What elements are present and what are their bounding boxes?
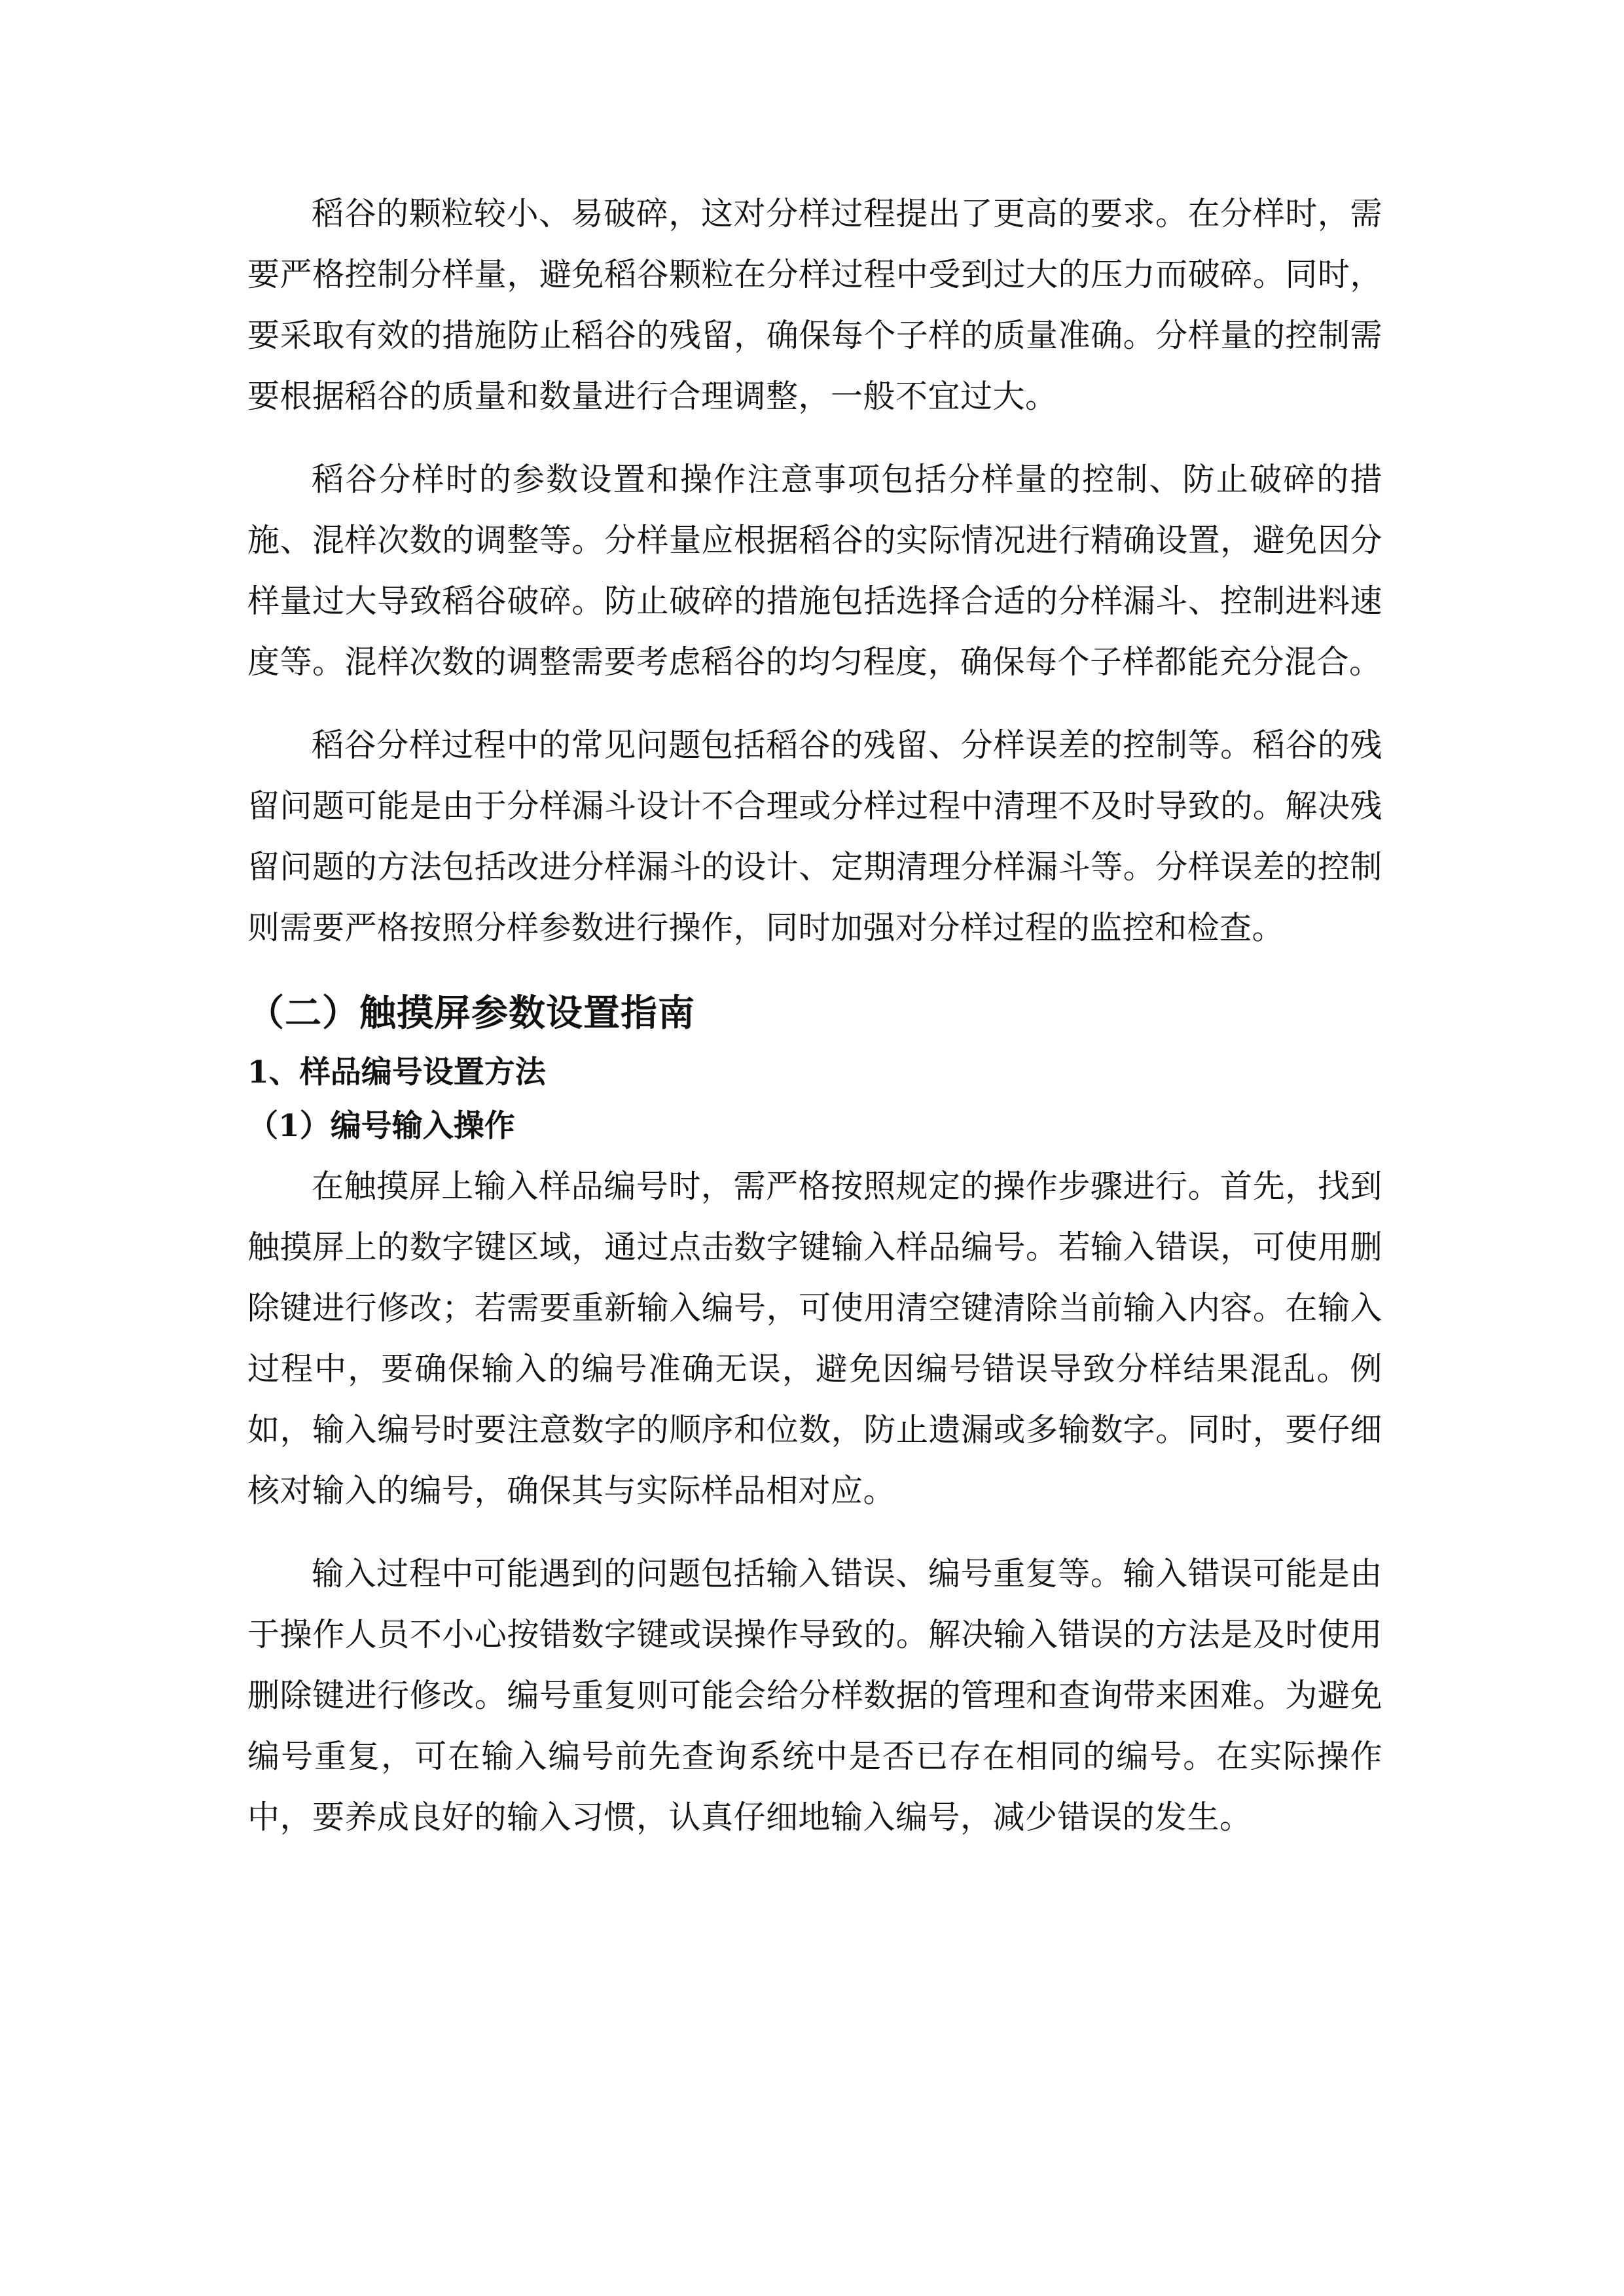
document-body (247, 183, 1382, 1870)
body-paragraph-rice-particles: 稻谷的颗粒较小、易破碎，这对分样过程提出了更高的要求。在分样时，需要严格控制分样量，避免稻谷颗粒在分样过程中受到过大的压力而破碎。同时，要采取有效的措施防止稻谷的残留，确保每个子样的质量准确。分样量的控制需要根据稻谷的质量和数量进行合理调整，一般不宜过大。 (247, 195, 1382, 415)
body-paragraph-input-steps: 在触摸屏上输入样品编号时，需严格按照规定的操作步骤进行。首先，找到触摸屏上的数字键区域，通过点击数字键输入样品编号。若输入错误，可使用删除键进行修改；若需要重新输入编号，可使用清空键清除当前输入内容。在输入过程中，要确保输入的编号准确无误，避免因编号错误导致分样结果混乱。例如，输入编号时要注意数字的顺序和位数，防止遗漏或多输数字。同时，要仔细核对输入的编号，确保其与实际样品相对应。 (247, 1168, 1382, 1509)
section-heading-touchscreen-guide: （二）触摸屏参数设置指南 (247, 992, 695, 1035)
body-paragraph-input-problems: 输入过程中可能遇到的问题包括输入错误、编号重复等。输入错误可能是由于操作人员不小心按错数字键或误操作导致的。解决输入错误的方法是及时使用删除键进行修改。编号重复则可能会给分样数据的管理和查询带来困难。为避免编号重复，可在输入编号前先查询系统中是否已存在相同的编号。在实际操作中，要养成良好的输入习惯，认真仔细地输入编号，减少错误的发生。 (247, 1555, 1382, 1836)
subsubsection-heading-number-input: （1）编号输入操作 (247, 1108, 515, 1144)
body-paragraph-rice-problems: 稻谷分样过程中的常见问题包括稻谷的残留、分样误差的控制等。稻谷的残留问题可能是由于分样漏斗设计不合理或分样过程中清理不及时导致的。解决残留问题的方法包括改进分样漏斗的设计、定期清理分样漏斗等。分样误差的控制则需要严格按照分样参数进行操作，同时加强对分样过程的监控和检查。 (247, 726, 1382, 946)
subsection-heading-sample-number: 1、样品编号设置方法 (247, 1054, 546, 1090)
body-paragraph-rice-parameters: 稻谷分样时的参数设置和操作注意事项包括分样量的控制、防止破碎的措施、混样次数的调整等。分样量应根据稻谷的实际情况进行精确设置，避免因分样量过大导致稻谷破碎。防止破碎的措施包括选择合适的分样漏斗、控制进料速度等。混样次数的调整需要考虑稻谷的均匀程度，确保每个子样都能充分混合。 (247, 461, 1382, 681)
